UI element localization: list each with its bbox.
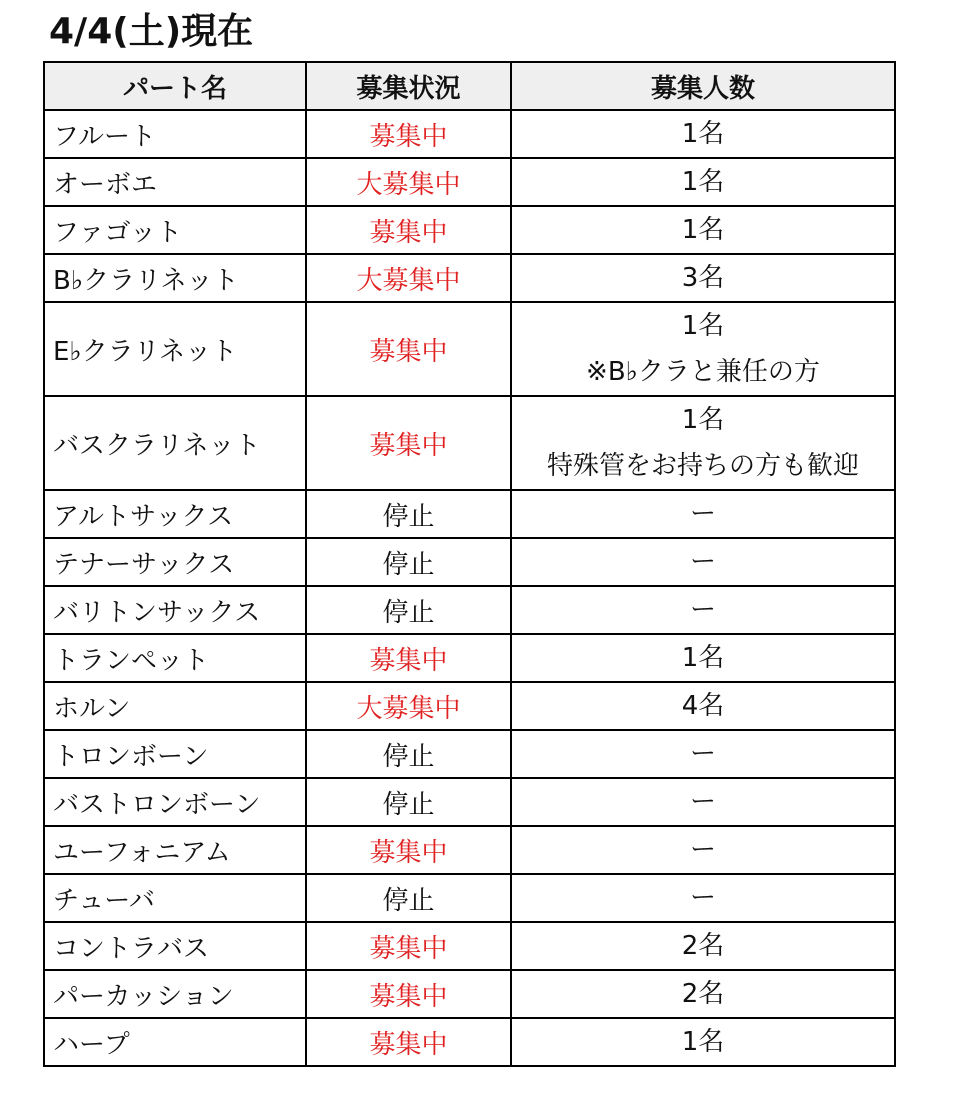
table-row [44,1018,895,1066]
recruitment-note: ※B♭クラと兼任の方 [586,357,820,387]
part-name-cell: バスクラリネット [44,396,306,490]
recruitment-status-cell: 募集中 [306,110,511,158]
recruitment-count-cell: 4名 [511,682,895,730]
recruitment-status-cell: 募集中 [306,970,511,1018]
table-row [44,634,895,682]
part-name-cell: コントラバス [44,922,306,970]
part-name-cell: ファゴット [44,206,306,254]
part-name-cell: ホルン [44,682,306,730]
recruitment-status-cell: 停止 [306,586,511,634]
recruitment-status-cell: 募集中 [306,922,511,970]
table-row [44,302,895,396]
part-name-cell: ハープ [44,1018,306,1066]
recruitment-count-cell: 1名 [511,158,895,206]
table-row [44,826,895,874]
table-row [44,874,895,922]
recruitment-status-cell: 募集中 [306,206,511,254]
recruitment-status-cell: 停止 [306,538,511,586]
recruitment-count-cell: ー [511,874,895,922]
part-name-cell: チューバ [44,874,306,922]
recruitment-count-cell: ー [511,538,895,586]
part-name-cell: E♭クラリネット [44,302,306,396]
recruitment-count-cell: 1名 [511,1018,895,1066]
table-row [44,922,895,970]
table-row [44,490,895,538]
recruitment-status-cell: 大募集中 [306,682,511,730]
recruitment-count-cell: 3名 [511,254,895,302]
recruitment-count-cell [511,396,895,490]
recruitment-count-cell: 1名 [511,110,895,158]
recruitment-status-cell: 大募集中 [306,158,511,206]
recruitment-count-cell: 1名 [511,206,895,254]
table-row [44,682,895,730]
recruitment-count-cell: ー [511,778,895,826]
part-name-cell: テナーサックス [44,538,306,586]
table-row [44,206,895,254]
recruitment-count-cell [511,302,895,396]
recruitment-count-cell: 2名 [511,970,895,1018]
table-row [44,396,895,490]
table-row [44,730,895,778]
part-name-cell: バリトンサックス [44,586,306,634]
part-name-cell: ユーフォニアム [44,826,306,874]
part-name-cell: トロンボーン [44,730,306,778]
recruitment-status-cell: 停止 [306,490,511,538]
table-header-row [44,62,895,110]
page-title: 4/4(土)現在 [49,11,254,52]
recruitment-table [43,61,896,1067]
recruitment-count-cell: ー [511,490,895,538]
part-name-cell: バストロンボーン [44,778,306,826]
recruitment-count: 1名 [681,311,725,341]
column-header-part: パート名 [44,62,306,110]
table-row [44,110,895,158]
column-header-status: 募集状況 [306,62,511,110]
recruitment-count-cell: 1名 [511,634,895,682]
table-row [44,254,895,302]
recruitment-count-cell: ー [511,730,895,778]
part-name-cell: B♭クラリネット [44,254,306,302]
recruitment-status-cell: 募集中 [306,634,511,682]
table-row [44,970,895,1018]
column-header-count: 募集人数 [511,62,895,110]
recruitment-note: 特殊管をお持ちの方も歓迎 [546,451,859,481]
table-row [44,538,895,586]
recruitment-count: 1名 [681,405,725,435]
table-row [44,158,895,206]
recruitment-status-cell: 停止 [306,778,511,826]
part-name-cell: フルート [44,110,306,158]
recruitment-status-cell: 停止 [306,730,511,778]
recruitment-status-cell: 募集中 [306,302,511,396]
recruitment-status-cell: 募集中 [306,826,511,874]
table-body [44,110,895,1066]
table-row [44,778,895,826]
recruitment-status-cell: 募集中 [306,1018,511,1066]
recruitment-status-cell: 募集中 [306,396,511,490]
part-name-cell: アルトサックス [44,490,306,538]
recruitment-count-cell: ー [511,826,895,874]
recruitment-count-cell: 2名 [511,922,895,970]
recruitment-status-cell: 大募集中 [306,254,511,302]
part-name-cell: オーボエ [44,158,306,206]
recruitment-status-cell: 停止 [306,874,511,922]
part-name-cell: パーカッション [44,970,306,1018]
table-row [44,586,895,634]
recruitment-count-cell: ー [511,586,895,634]
part-name-cell: トランペット [44,634,306,682]
